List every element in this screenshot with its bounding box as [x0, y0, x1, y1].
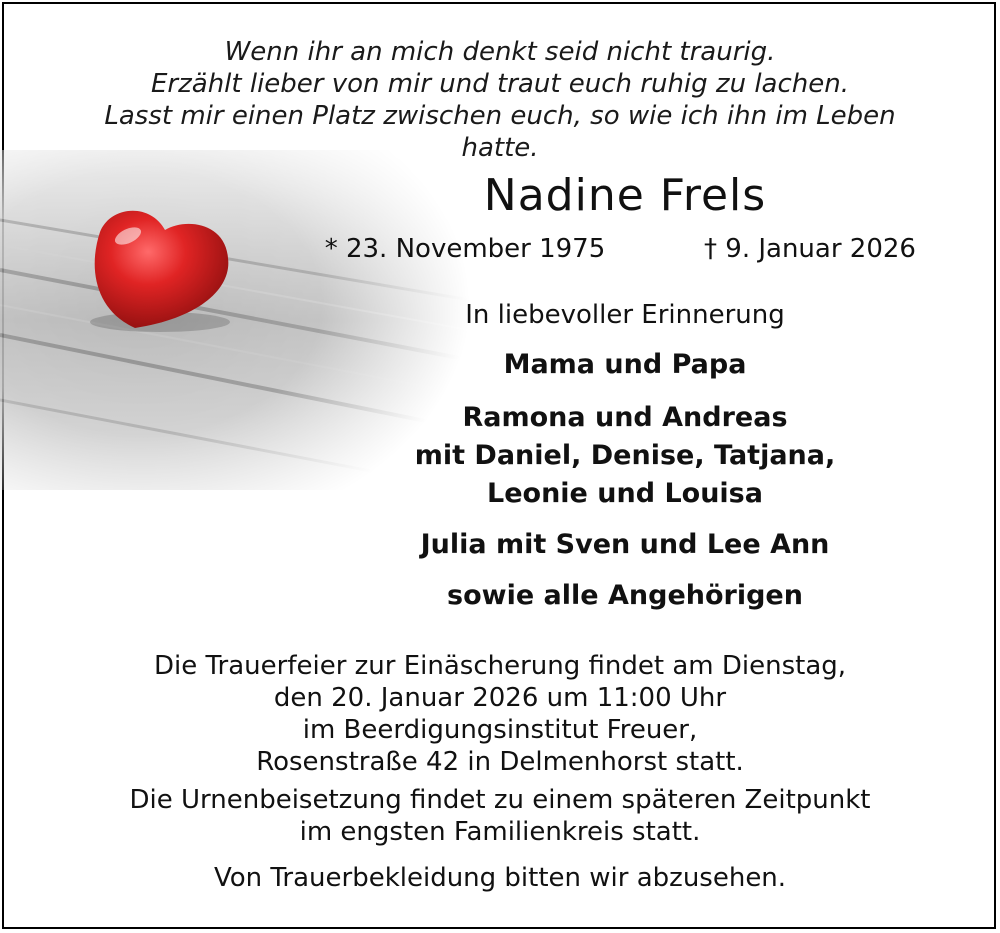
ceremony-line: Die Trauerfeier zur Einäscherung findet am Dienstag, [153, 651, 847, 681]
verse-line: Erzählt lieber von mir und traut euch ruhig zu lachen. [151, 69, 849, 99]
deceased-name: Nadine Frels [483, 170, 767, 221]
verse-line: Lasst mir einen Platz zwischen euch, so wie ich ihn im Leben [104, 101, 896, 131]
ceremony-line: den 20. Januar 2026 um 11:00 Uhr [273, 683, 727, 713]
mourner-group-siblings [380, 400, 870, 514]
mourner-group-relatives: sowie alle Angehörigen [447, 580, 803, 611]
mourner-line: mit Daniel, Denise, Tatjana, [414, 440, 836, 471]
mourner-group-parents: Mama und Papa [503, 349, 747, 380]
memorial-verse [0, 36, 1000, 164]
mourner-line: Ramona und Andreas [462, 402, 788, 433]
death-date: † 9. Januar 2026 [704, 234, 916, 264]
mourner-line: Leonie und Louisa [487, 478, 763, 509]
verse-line: hatte. [461, 133, 539, 163]
verse-line: Wenn ihr an mich denkt seid nicht traurig. [224, 37, 776, 67]
ceremony-line: Von Trauerbekleidung bitten wir abzusehen. [213, 863, 787, 893]
ceremony-line: im engsten Familienkreis statt. [299, 817, 701, 847]
mourner-group-julia: Julia mit Sven und Lee Ann [420, 529, 830, 560]
ceremony-details [0, 650, 1000, 894]
birth-date: * 23. November 1975 [324, 234, 606, 264]
ceremony-line: Die Urnenbeisetzung findet zu einem späteren Zeitpunkt [129, 785, 871, 815]
ceremony-line: Rosenstraße 42 in Delmenhorst statt. [256, 747, 744, 777]
ceremony-line: im Beerdigungsinstitut Freuer, [302, 715, 698, 745]
memory-line: In liebevoller Erinnerung [465, 300, 785, 330]
